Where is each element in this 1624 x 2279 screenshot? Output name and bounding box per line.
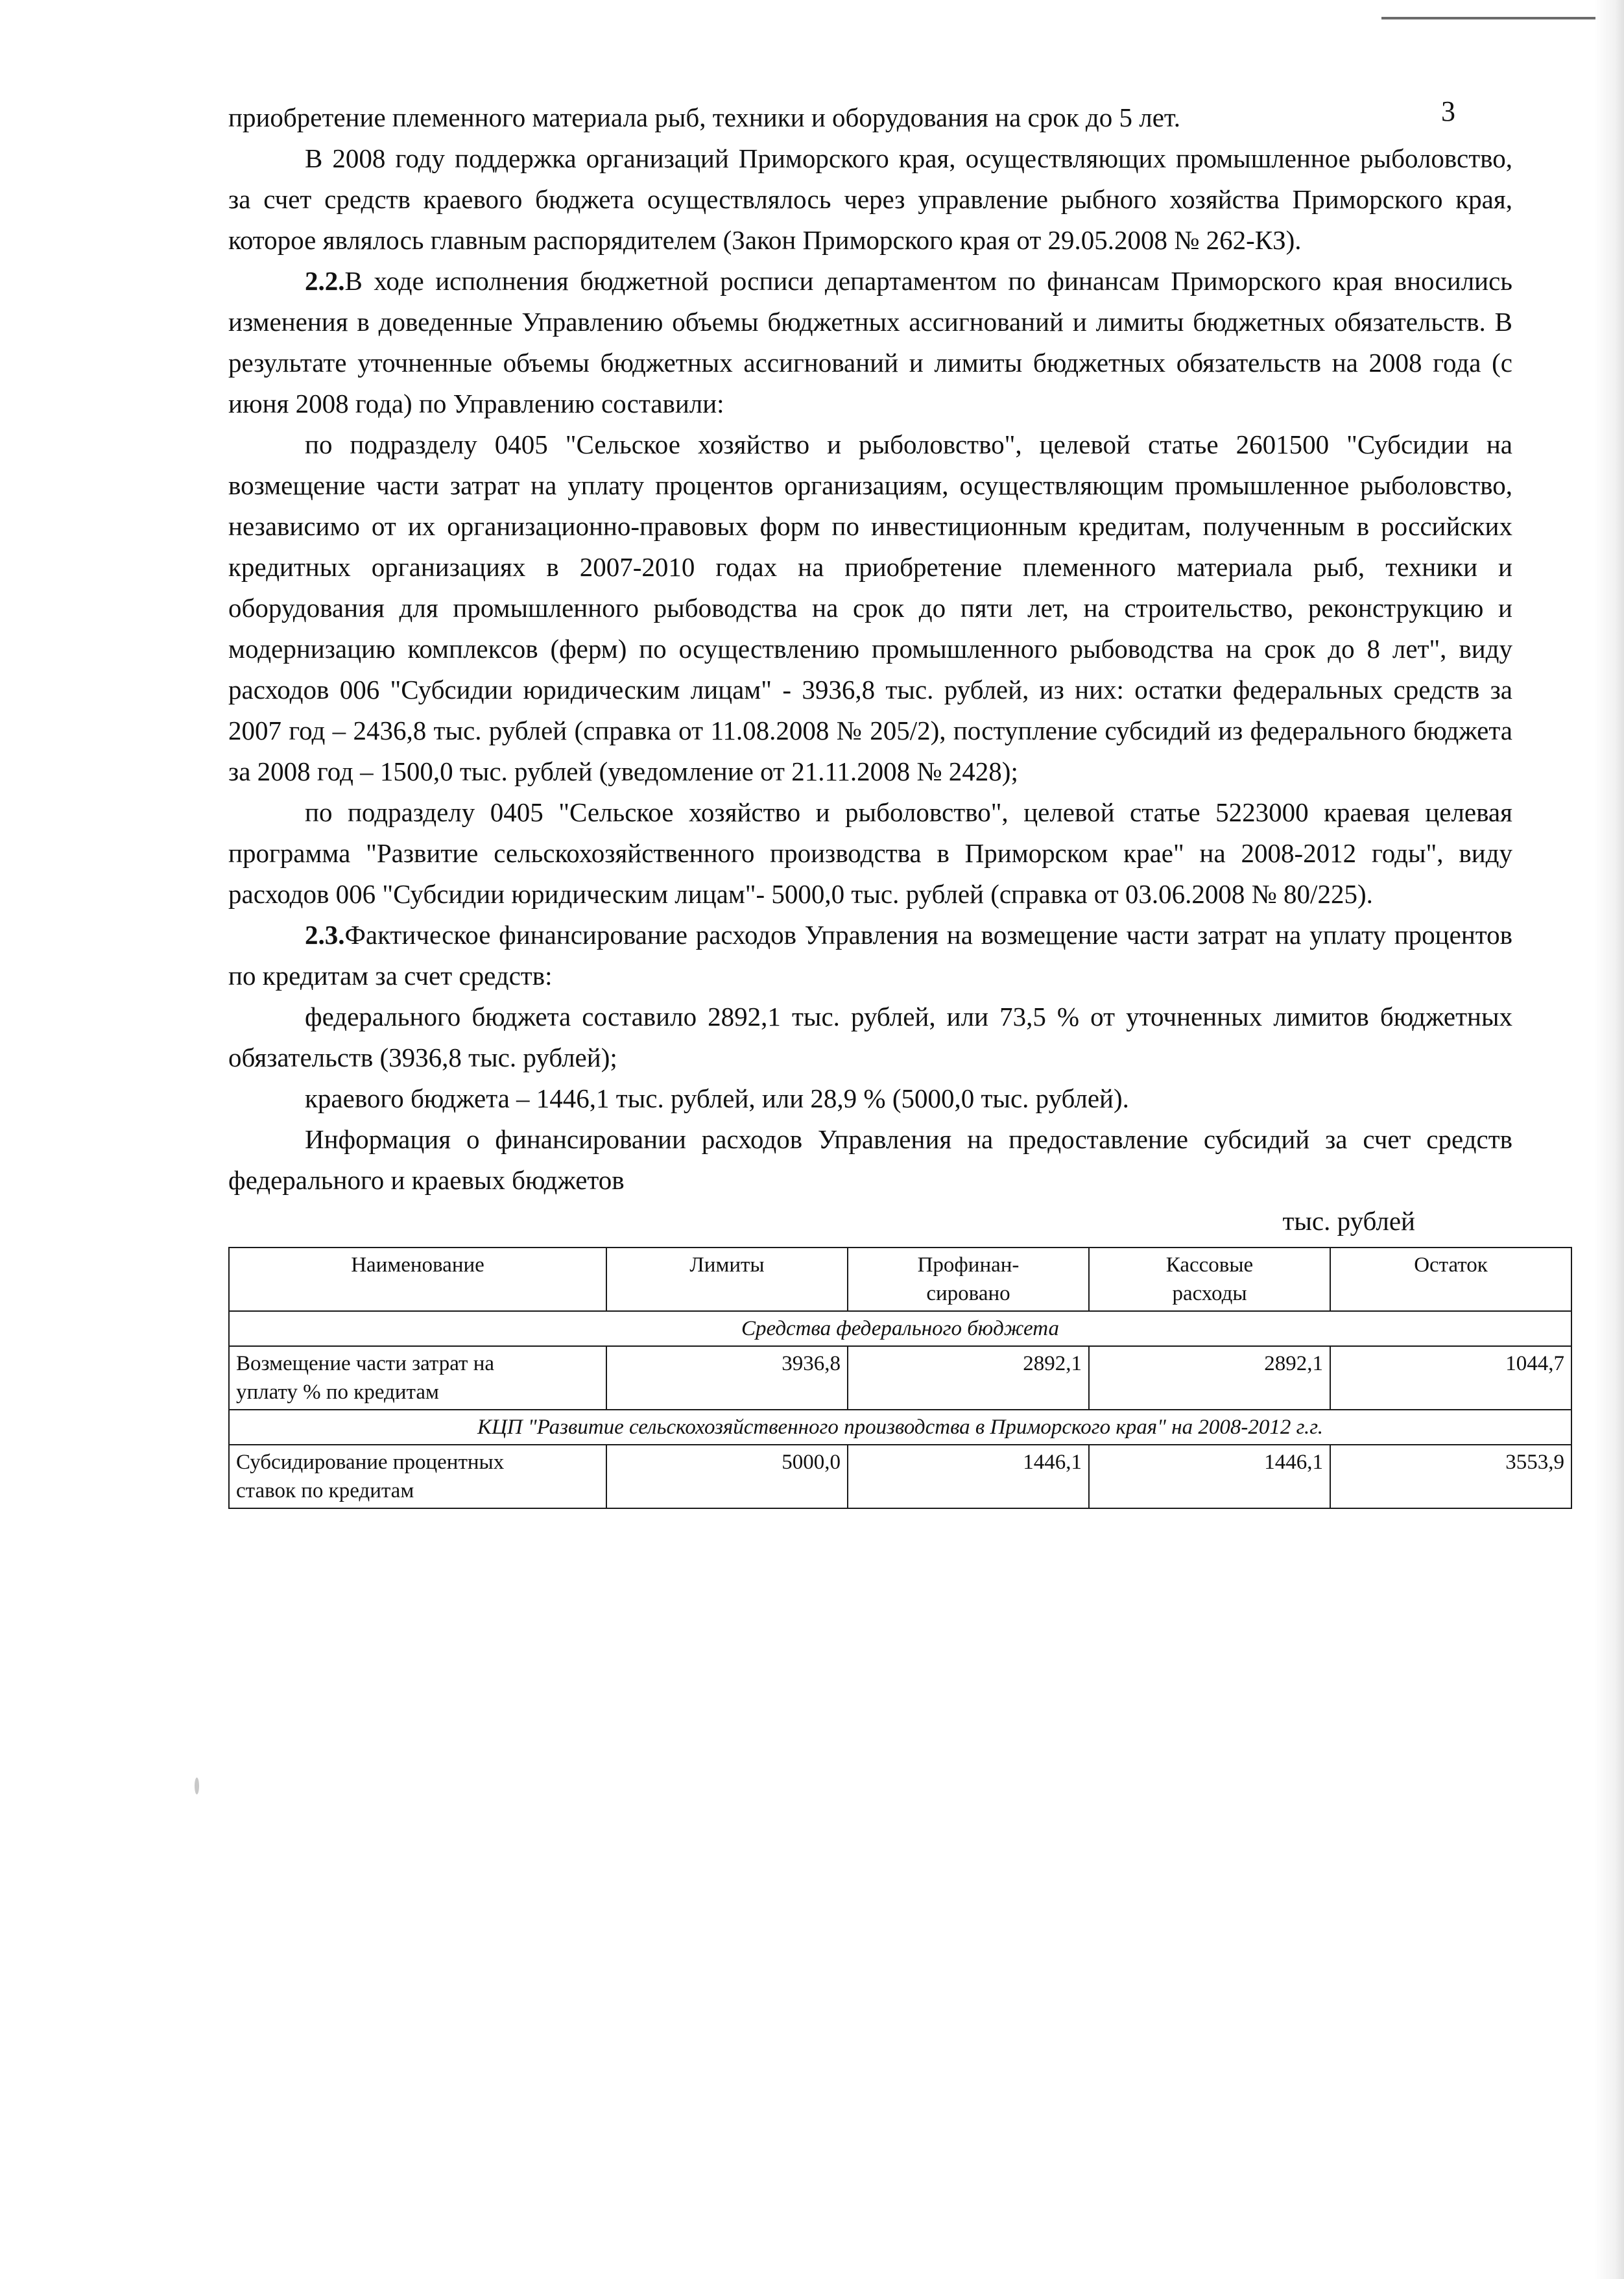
column-header-cash (1089, 1248, 1330, 1311)
paragraph-2-3 (228, 915, 1512, 996)
row-financed-kcp: 1446,1 (848, 1445, 1089, 1508)
paragraph-table-intro: Информация о финансировании расходов Управления на предоставление субсидий за счет средств федерального и краевых бюджетов (228, 1124, 1512, 1195)
scan-edge-shadow-right (1594, 0, 1624, 2279)
table-row (229, 1346, 1571, 1410)
row-name-kcp-line2: ставок по кредитам (236, 1479, 414, 1502)
column-header-financed-line2: сировано (926, 1282, 1010, 1305)
table-header (229, 1248, 1571, 1311)
row-balance-federal: 1044,7 (1330, 1346, 1571, 1410)
column-header-cash-line2: расходы (1172, 1282, 1247, 1305)
financing-table (228, 1247, 1572, 1509)
clause-number-2-2: 2.2. (305, 266, 345, 296)
row-name-kcp-line1: Субсидирование процентных (236, 1451, 505, 1474)
column-header-cash-line1: Кассовые (1165, 1253, 1254, 1277)
column-header-balance: Остаток (1330, 1248, 1571, 1311)
table-section-title-federal: Средства федерального бюджета (229, 1311, 1571, 1346)
row-name-federal (229, 1346, 606, 1410)
row-limits-kcp: 5000,0 (606, 1445, 848, 1508)
scan-edge-artifact-top (1381, 17, 1595, 19)
paragraph-regional-budget-execution: краевого бюджета – 1446,1 тыс. рублей, или 28,9 % (5000,0 тыс. рублей). (305, 1083, 1129, 1113)
row-name-kcp (229, 1445, 606, 1508)
column-header-name: Наименование (229, 1248, 606, 1311)
row-cash-federal: 2892,1 (1089, 1346, 1330, 1410)
paragraph-subsection-0405-regional: по подразделу 0405 "Сельское хозяйство и рыболовство", целевой статье 5223000 краевая целевая программа "Развитие сельскохозяйственного производства в Приморском крае" на 2008-2012 годы", виду расходов 006 "Субсидии юридическим лицам"- 5000,0 тыс. рублей (справка от 03.06.2008 № 80/225). (228, 797, 1512, 909)
row-limits-federal: 3936,8 (606, 1346, 848, 1410)
scan-speck (195, 1778, 199, 1794)
paragraph-2-2 (228, 261, 1512, 424)
clause-number-2-3: 2.3. (305, 920, 345, 950)
column-header-financed-line1: Профинан- (917, 1253, 1020, 1277)
document-body (228, 97, 1564, 1509)
table-section-row (229, 1311, 1571, 1346)
table-body (229, 1311, 1571, 1508)
table-units-caption: тыс. рублей (1282, 1206, 1415, 1236)
row-cash-kcp: 1446,1 (1089, 1445, 1330, 1508)
row-balance-kcp: 3553,9 (1330, 1445, 1571, 1508)
clause-2-3-text: Фактическое финансирование расходов Управления на возмещение части затрат на уплату процентов по кредитам за счет средств: (228, 920, 1512, 991)
paragraph-subsection-0405-federal: по подразделу 0405 "Сельское хозяйство и рыболовство", целевой статье 2601500 "Субсидии на возмещение части затрат на уплату процентов организациям, осуществляющим промышленное рыболовство, независимо от их организационно-правовых форм по инвестиционным кредитам, полученным в российских кредитных организациях в 2007-2010 годах на приобретение племенного материала рыб, техники и оборудования для промышленного рыбоводства на срок до пяти лет, на строительство, реконструкцию и модернизацию комплексов (ферм) по осуществлению промышленного рыбоводства на срок до 8 лет", виду расходов 006 "Субсидии юридическим лицам" - 3936,8 тыс. рублей, из них: остатки федеральных средств за 2007 год – 2436,8 тыс. рублей (справка от 11.08.2008 № 205/2), поступление субсидий из федерального бюджета за 2008 год – 1500,0 тыс. рублей (уведомление от 21.11.2008 № 2428); (228, 429, 1512, 786)
row-financed-federal: 2892,1 (848, 1346, 1089, 1410)
paragraph-federal-budget-execution: федерального бюджета составило 2892,1 тыс. рублей, или 73,5 % от уточненных лимитов бюджетных обязательств (3936,8 тыс. рублей); (228, 1002, 1512, 1072)
table-row (229, 1445, 1571, 1508)
clause-2-2-text: В ходе исполнения бюджетной росписи департаментом по финансам Приморского края вносились изменения в доведенные Управлению объемы бюджетных ассигнований и лимиты бюджетных обязательств. В результате уточненные объемы бюджетных ассигнований и лимиты бюджетных обязательств на 2008 года (с июня 2008 года) по Управлению составили: (228, 266, 1512, 418)
paragraph-intro-continuation: приобретение племенного материала рыб, техники и оборудования на срок до 5 лет. (228, 102, 1181, 132)
table-header-row (229, 1248, 1571, 1311)
column-header-financed (848, 1248, 1089, 1311)
column-header-limits: Лимиты (606, 1248, 848, 1311)
table-section-row (229, 1410, 1571, 1445)
page-number: 3 (1441, 95, 1455, 127)
table-section-title-kcp: КЦП "Развитие сельскохозяйственного производства в Приморского края" на 2008-2012 г.г. (229, 1410, 1571, 1445)
paragraph-2008-support: В 2008 году поддержка организаций Приморского края, осуществляющих промышленное рыболовство, за счет средств краевого бюджета осуществлялось через управление рыбного хозяйства Приморского края, которое являлось главным распорядителем (Закон Приморского края от 29.05.2008 № 262-КЗ). (228, 143, 1512, 255)
row-name-federal-line1: Возмещение части затрат на (236, 1352, 495, 1375)
row-name-federal-line2: уплату % по кредитам (236, 1381, 439, 1404)
